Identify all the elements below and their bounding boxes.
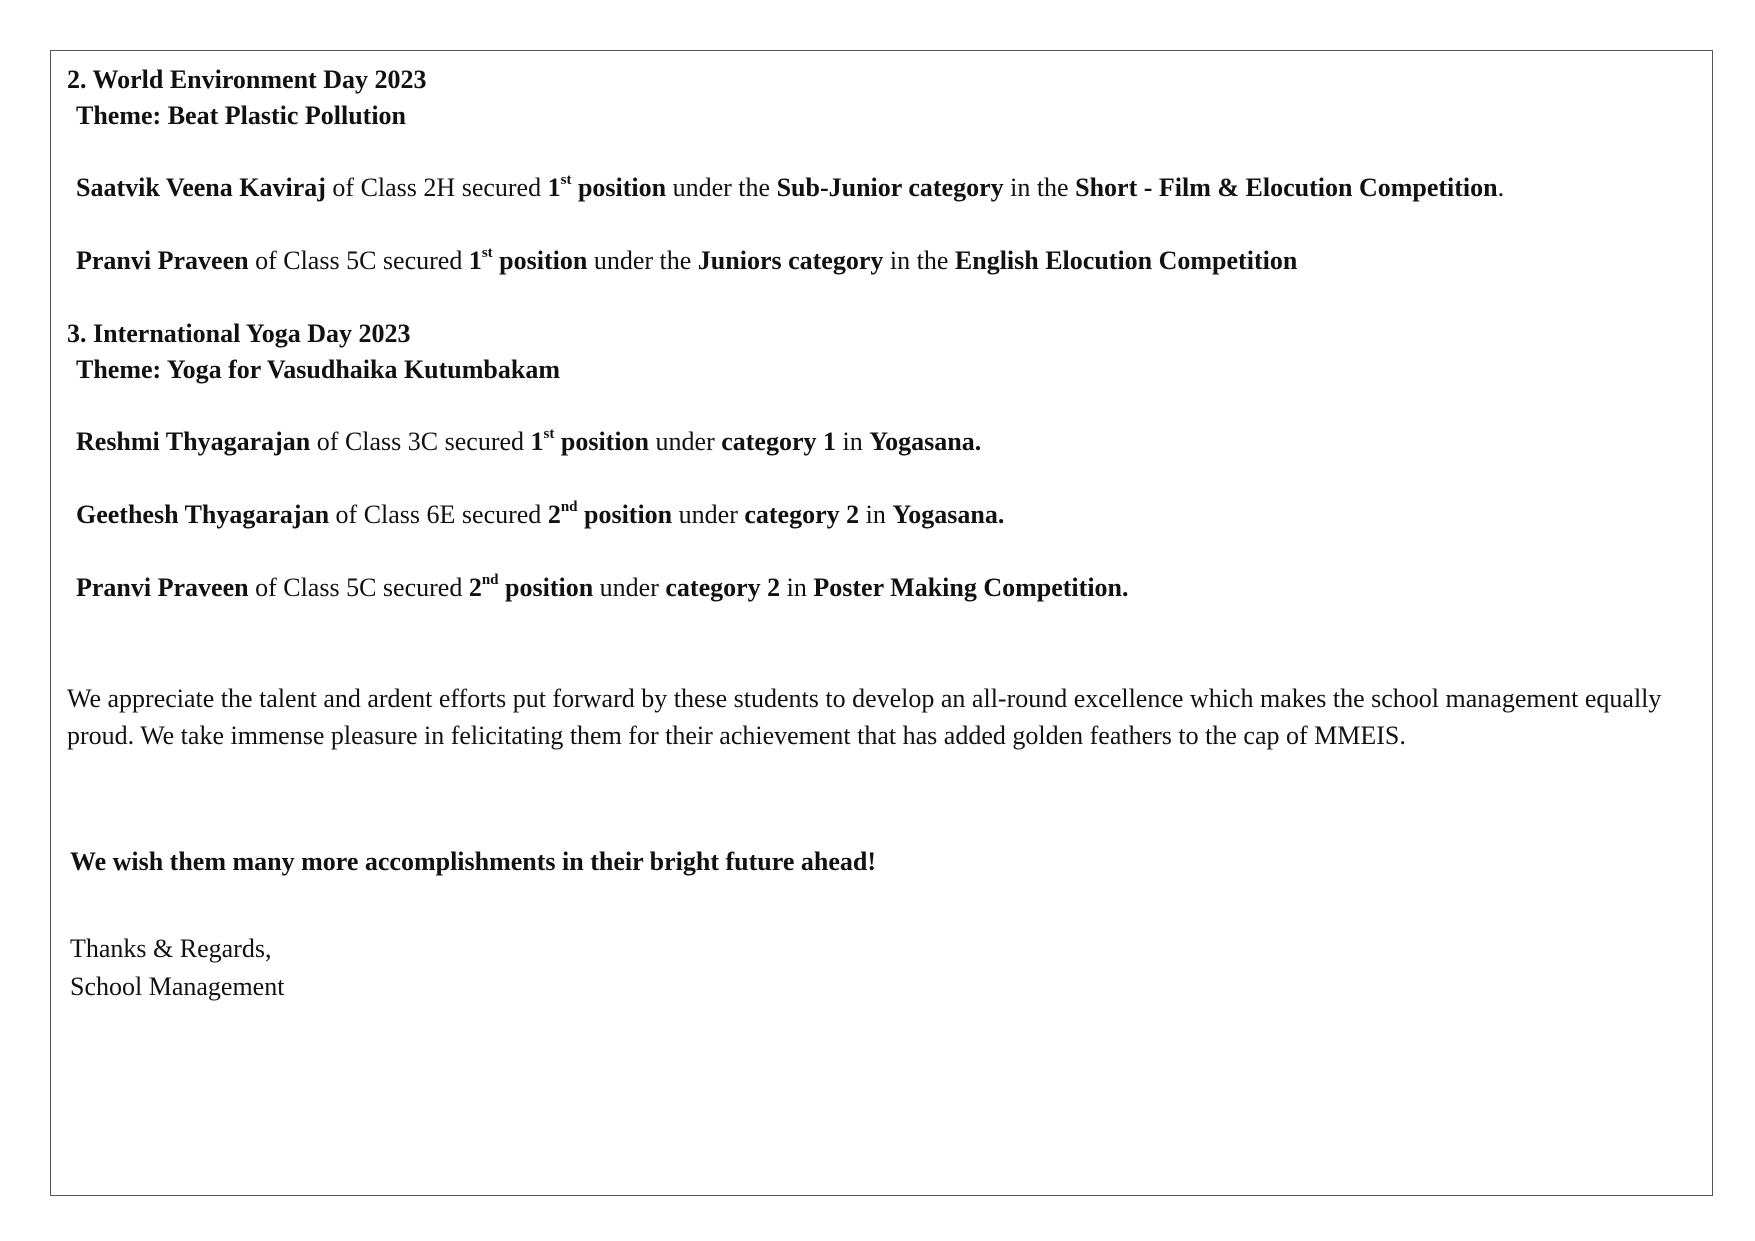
under-text: under the xyxy=(587,246,698,275)
position-suffix: nd xyxy=(481,572,499,589)
position-suffix: nd xyxy=(560,499,578,516)
class-text: of Class 2H secured xyxy=(325,173,548,202)
achievement-entry xyxy=(76,497,1004,533)
in-text: in the xyxy=(883,246,955,275)
under-text: under the xyxy=(666,173,777,202)
signature-text: School Management xyxy=(70,972,285,1001)
position-suffix: st xyxy=(481,245,493,262)
position-word: position xyxy=(577,500,673,529)
student-name: Pranvi Praveen xyxy=(76,573,249,602)
event-name: Yogasana. xyxy=(892,500,1005,529)
section-theme: Theme: Beat Plastic Pollution xyxy=(76,101,407,130)
position-suffix: st xyxy=(560,172,572,189)
event-name: Poster Making Competition. xyxy=(813,573,1129,602)
event-name: Short - Film & Elocution Competition xyxy=(1075,173,1498,202)
position-word: position xyxy=(554,427,650,456)
achievement-entry xyxy=(76,170,1504,206)
category: Sub-Junior category xyxy=(776,173,1004,202)
under-text: under xyxy=(593,573,666,602)
section-theme: Theme: Yoga for Vasudhaika Kutumbakam xyxy=(76,355,560,384)
appreciation-paragraph: We appreciate the talent and ardent efforts put forward by these students to develop an all-round excellence which makes the school management equally proud. We take immense pleasure in felicitating them for their achievement that has added golden feathers to the cap of MMEIS. xyxy=(67,684,1662,750)
in-text: in the xyxy=(1003,173,1076,202)
class-text: of Class 3C secured xyxy=(310,427,531,456)
closing-text: Thanks & Regards, xyxy=(70,934,272,963)
category: category 2 xyxy=(665,573,781,602)
in-text: in xyxy=(859,500,893,529)
wish-statement: We wish them many more accomplishments in their bright future ahead! xyxy=(70,847,876,876)
document-border xyxy=(50,50,1713,1196)
position-number: 1 xyxy=(547,173,561,202)
class-text: of Class 5C secured xyxy=(248,246,469,275)
category: category 2 xyxy=(744,500,860,529)
position-number: 2 xyxy=(468,573,482,602)
tail-text: . xyxy=(1497,173,1505,202)
event-name: Yogasana. xyxy=(869,427,982,456)
achievement-entry xyxy=(76,243,1297,279)
under-text: under xyxy=(649,427,722,456)
position-number: 1 xyxy=(468,246,482,275)
position-word: position xyxy=(571,173,667,202)
position-number: 2 xyxy=(547,500,561,529)
class-text: of Class 5C secured xyxy=(248,573,469,602)
under-text: under xyxy=(672,500,745,529)
student-name: Reshmi Thyagarajan xyxy=(76,427,311,456)
category: Juniors category xyxy=(697,246,884,275)
section-heading: 2. World Environment Day 2023 xyxy=(67,65,427,94)
student-name: Saatvik Veena Kaviraj xyxy=(76,173,326,202)
position-number: 1 xyxy=(530,427,544,456)
position-suffix: st xyxy=(543,426,555,443)
position-word: position xyxy=(492,246,588,275)
achievement-entry xyxy=(76,570,1129,606)
student-name: Geethesh Thyagarajan xyxy=(76,500,330,529)
position-word: position xyxy=(498,573,594,602)
in-text: in xyxy=(780,573,814,602)
category: category 1 xyxy=(721,427,837,456)
section-heading: 3. International Yoga Day 2023 xyxy=(67,319,411,348)
achievement-entry xyxy=(76,424,981,460)
in-text: in xyxy=(836,427,870,456)
student-name: Pranvi Praveen xyxy=(76,246,249,275)
event-name: English Elocution Competition xyxy=(954,246,1298,275)
class-text: of Class 6E secured xyxy=(329,500,548,529)
